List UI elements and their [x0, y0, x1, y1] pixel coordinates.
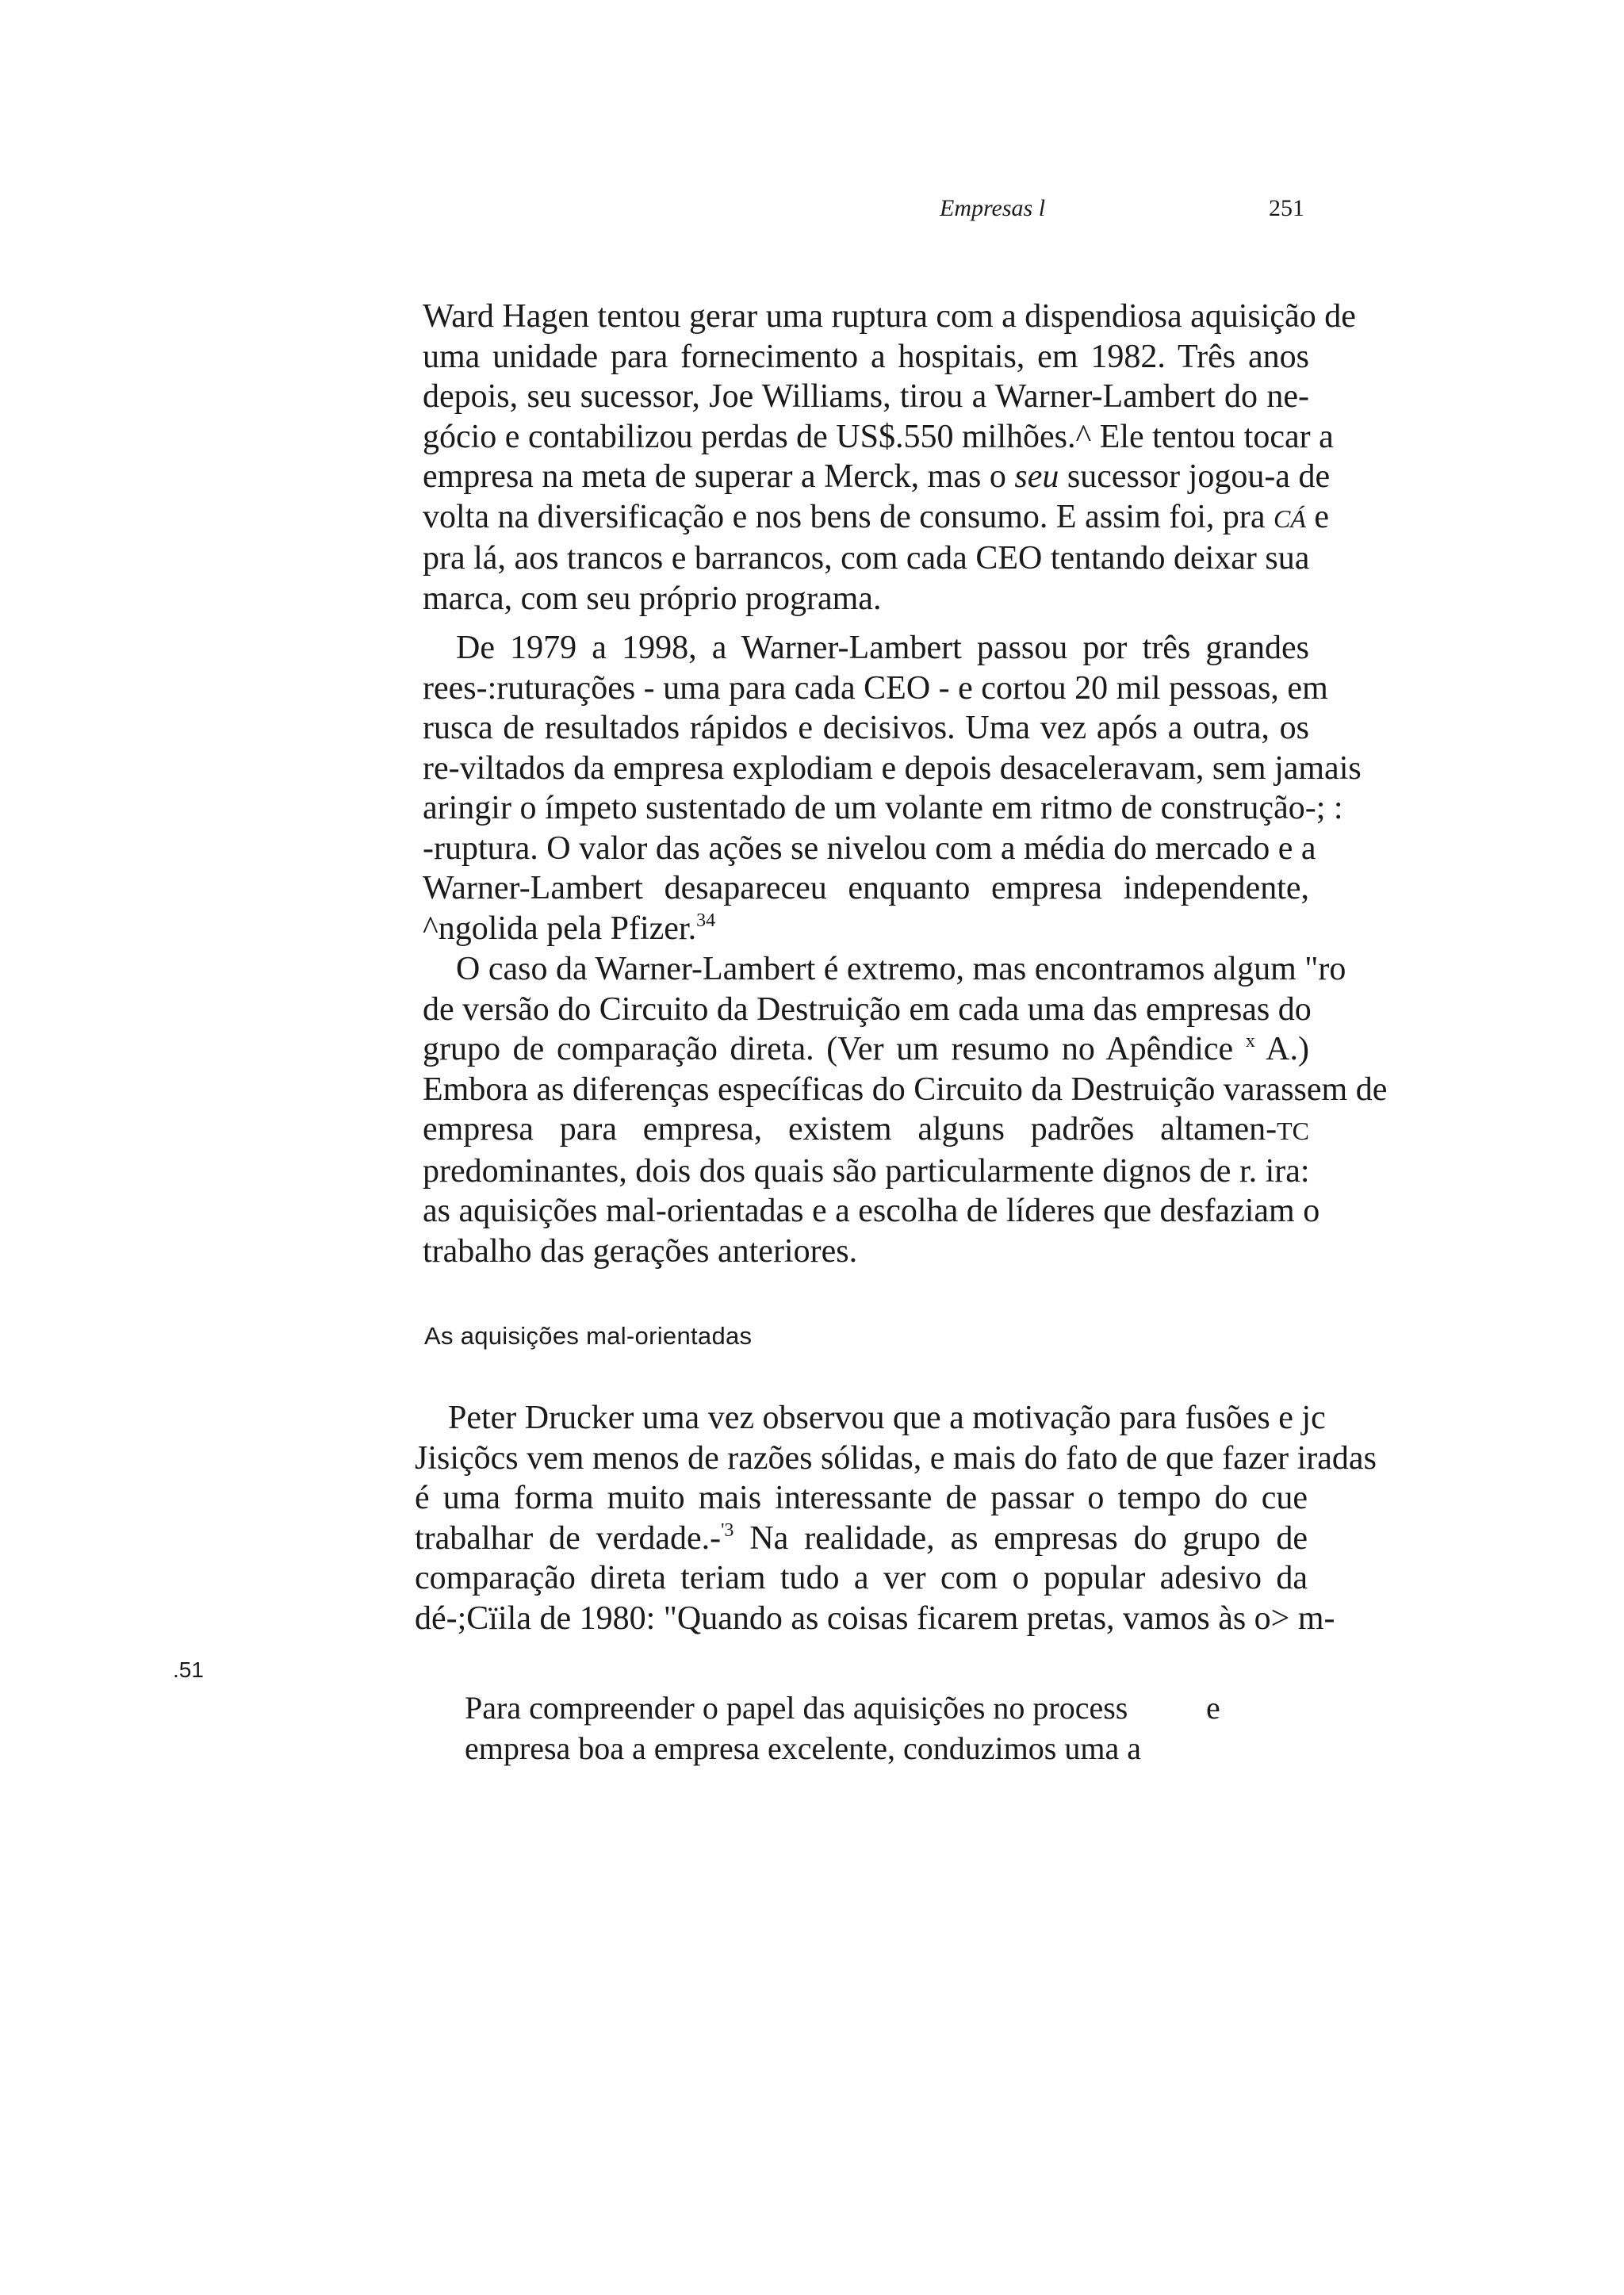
footnote-ref: 34 [696, 910, 716, 931]
paragraph-2 [423, 628, 1362, 948]
footnote-ref: x [1245, 1031, 1255, 1052]
page-number: 251 [1269, 195, 1304, 221]
running-title: Empresas l [940, 195, 1046, 221]
text-line: uma unidade para fornecimento a hospitais, em 1982. Três anos [423, 338, 1309, 375]
text-span: empresa para empresa, existem alguns padrões altamen- [423, 1111, 1277, 1148]
text-line: rees-:ruturações - uma para cada CEO - e cortou 20 mil pessoas, em [423, 669, 1328, 707]
text-line: re-viltados da empresa explodiam e depois desaceleravam, sem jamais [423, 749, 1362, 787]
text-line: dé-;Cïila de 1980: "Quando as coisas ficarem pretas, vamos às o> m- [415, 1600, 1335, 1637]
text-line: aringir o ímpeto sustentado de um volante em ritmo de construção-; : [423, 790, 1343, 826]
text-line: gócio e contabilizou perdas de US$.550 milhões.^ Ele tentou tocar a [423, 418, 1334, 455]
text-line: comparação direta teriam tudo a ver com o popular adesivo da [415, 1560, 1308, 1596]
text-span: trabalhar de verdade.- [415, 1519, 722, 1557]
text-line [423, 457, 1331, 497]
text-fragment: e [1206, 1690, 1220, 1726]
text-span: Na realidade, as empresas do grupo de [733, 1519, 1308, 1557]
text-span: volta na diversificação e nos bens de consumo. E assim foi, pra [423, 498, 1274, 535]
text-line: predominantes, dois dos quais são particularmente dignos de r. ira: [423, 1152, 1310, 1190]
text-line [423, 1029, 1309, 1070]
text-line [423, 909, 1309, 949]
text-span: e [1305, 498, 1330, 535]
text-line: empresa boa a empresa excelente, conduzimos uma a [465, 1730, 1141, 1766]
text-line: Ward Hagen tentou gerar uma ruptura com a dispendiosa aquisição de [423, 298, 1356, 335]
text-line: é uma forma muito mais interessante de passar o tempo do cue [415, 1480, 1308, 1516]
text-line: rusca de resultados rápidos e decisivos. Uma vez após a outra, os [423, 710, 1309, 746]
text-span: sucessor jogou-a de [1059, 458, 1331, 495]
text-line: De 1979 a 1998, a Warner-Lambert passou por três grandes [456, 630, 1309, 666]
text-line: O caso da Warner-Lambert é extremo, mas encontramos algum "ro [456, 951, 1346, 987]
text-line [415, 1519, 1308, 1559]
text-line: de versão do Circuito da Destruição em cada uma das empresas do [423, 990, 1312, 1028]
text-line: Peter Drucker uma vez observou que a motivação para fusões e jc [448, 1400, 1326, 1436]
text-line: Embora as diferenças específicas do Circuito da Destruição varassem de [423, 1071, 1388, 1108]
text-line: Warner-Lambert desapareceu enquanto empresa independente, [423, 870, 1309, 906]
text-line: marca, com seu próprio programa. [423, 580, 882, 617]
text-line [423, 497, 1330, 539]
text-line [423, 1109, 1309, 1151]
text-span: grupo de comparação direta. (Ver um resumo no Apêndice [423, 1031, 1246, 1067]
text-line: trabalho das gerações anteriores. [423, 1232, 858, 1270]
italic-word: CÁ [1274, 504, 1306, 533]
paragraph-1 [423, 297, 1356, 619]
text-span: A.) [1254, 1031, 1309, 1067]
text-line: Jisiçõcs vem menos de razões sólidas, e mais do fato de que fazer iradas [415, 1439, 1377, 1477]
text-line: pra lá, aos trancos e barrancos, com cada CEO tentando deixar sua [423, 540, 1310, 577]
text-line: -ruptura. O valor das ações se nivelou com a média do mercado e a [423, 829, 1316, 867]
footnote-ref: '3 [721, 1519, 734, 1541]
text-line: as aquisições mal-orientadas e a escolha de líderes que desfaziam o [423, 1193, 1320, 1229]
margin-note: .51 [173, 1657, 204, 1682]
text-span: empresa na meta de superar a Merck, mas o [423, 458, 1015, 495]
paragraph-3 [423, 949, 1388, 1271]
paragraph-5 [465, 1688, 1220, 1768]
italic-word: seu [1014, 458, 1059, 495]
text-line: Para compreender o papel das aquisições no process [465, 1690, 1128, 1726]
text-line: depois, seu sucessor, Joe Williams, tirou a Warner-Lambert do ne- [423, 378, 1309, 415]
paragraph-4 [415, 1398, 1377, 1638]
text-span: ^ngolida pela Pfizer. [423, 910, 697, 947]
text-span: TC [1277, 1117, 1309, 1145]
section-heading: As aquisições mal-orientadas [424, 1322, 753, 1350]
